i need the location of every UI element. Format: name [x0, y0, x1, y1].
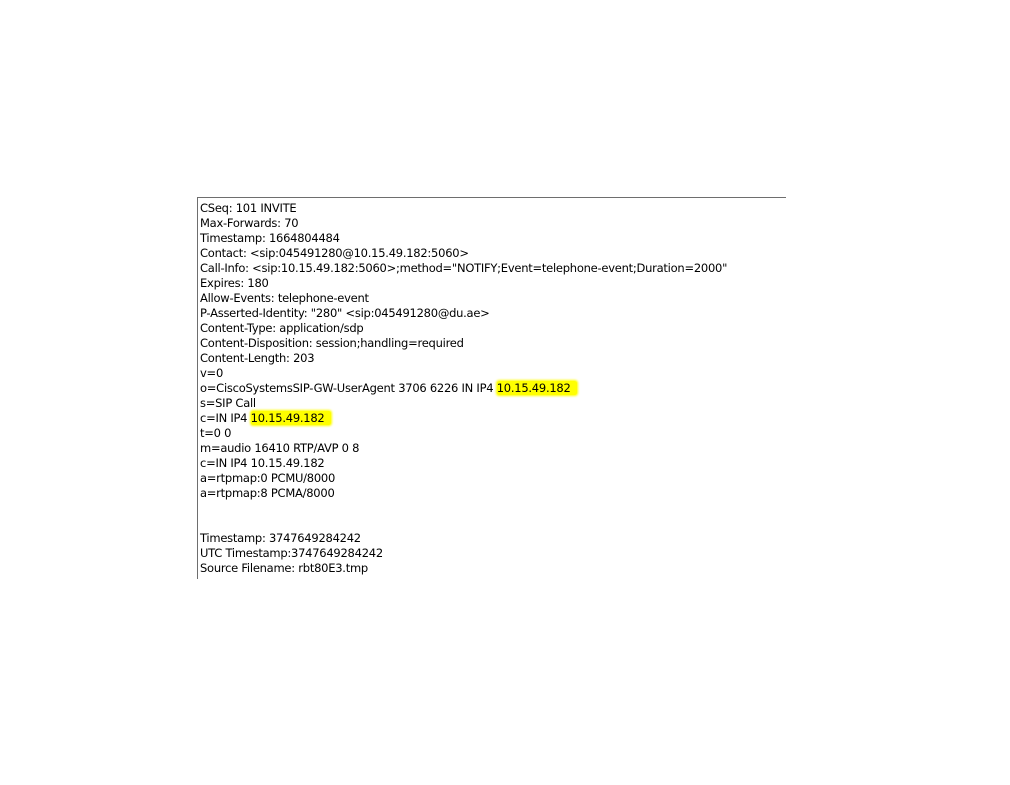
highlighted-origin-ip: 10.15.49.182 [497, 381, 577, 395]
sip-message-lines [200, 201, 727, 576]
p-asserted-identity-line: P-Asserted-Identity: "280" <sip:045491280@du.ae> [200, 306, 490, 320]
packet-timestamp-line: Timestamp: 3747649284242 [200, 531, 361, 545]
source-filename-line: Source Filename: rbt80E3.tmp [200, 561, 368, 575]
sdp-connection-line [200, 411, 727, 426]
blank-line [200, 516, 727, 531]
content-disposition-line: Content-Disposition: session;handling=required [200, 336, 464, 350]
sdp-origin-prefix: o=CiscoSystemsSIP-GW-UserAgent 3706 6226 IN IP4 [200, 381, 497, 395]
sdp-version-line: v=0 [200, 366, 224, 380]
sdp-session-name-line: s=SIP Call [200, 396, 256, 410]
content-type-line: Content-Type: application/sdp [200, 321, 364, 335]
rtpmap-pcmu-line: a=rtpmap:0 PCMU/8000 [200, 471, 336, 485]
content-length-line: Content-Length: 203 [200, 351, 315, 365]
max-forwards-line: Max-Forwards: 70 [200, 216, 299, 230]
rtpmap-pcma-line: a=rtpmap:8 PCMA/8000 [200, 486, 335, 500]
expires-line: Expires: 180 [200, 276, 269, 290]
sdp-time-line: t=0 0 [200, 426, 232, 440]
utc-timestamp-line: UTC Timestamp:3747649284242 [200, 546, 383, 560]
blank-line [200, 501, 727, 516]
timestamp-line: Timestamp: 1664804484 [200, 231, 340, 245]
call-info-line: Call-Info: <sip:10.15.49.182:5060>;method="NOTIFY;Event=telephone-event;Duration=2000" [200, 261, 728, 275]
sdp-connection-prefix: c=IN IP4 [200, 411, 251, 425]
contact-line: Contact: <sip:045491280@10.15.49.182:5060> [200, 246, 469, 260]
sdp-media-line: m=audio 16410 RTP/AVP 0 8 [200, 441, 360, 455]
sip-message-text-pane[interactable] [197, 197, 786, 579]
highlighted-connection-ip: 10.15.49.182 [251, 411, 331, 425]
sdp-media-connection-line: c=IN IP4 10.15.49.182 [200, 456, 325, 470]
sdp-origin-line [200, 381, 727, 396]
cseq-line: CSeq: 101 INVITE [200, 201, 297, 215]
allow-events-line: Allow-Events: telephone-event [200, 291, 369, 305]
